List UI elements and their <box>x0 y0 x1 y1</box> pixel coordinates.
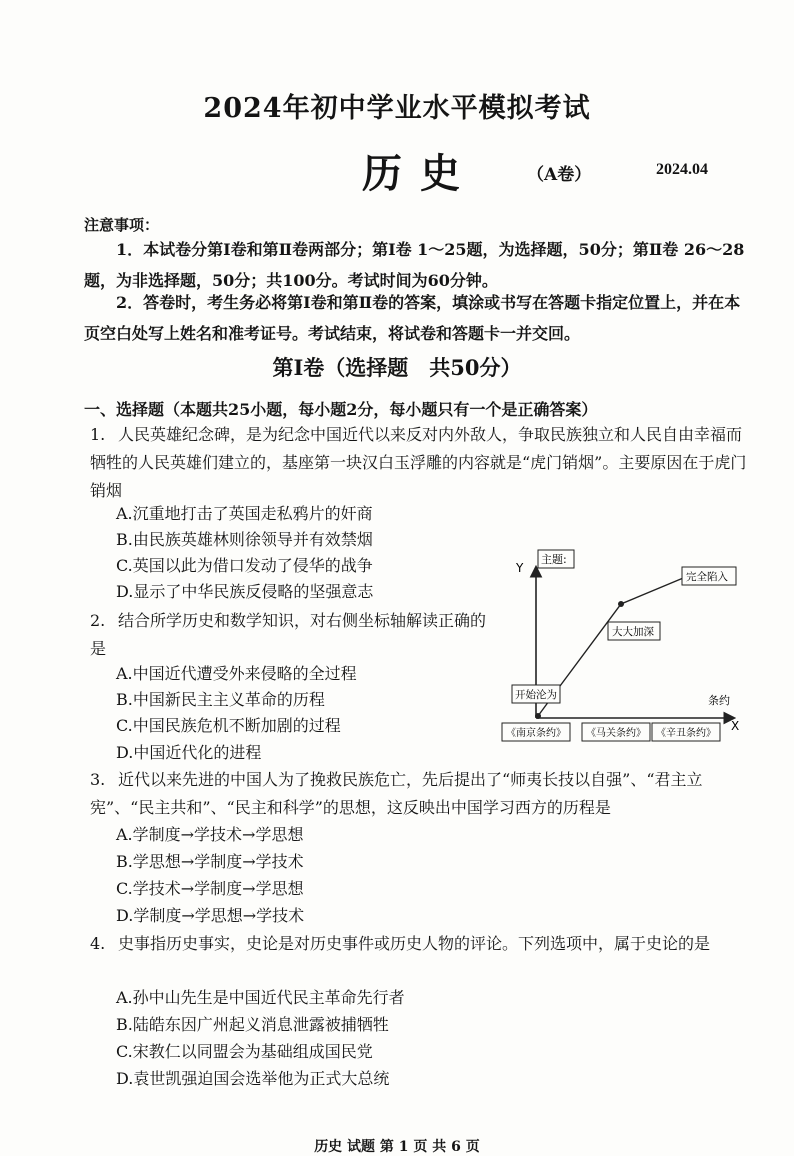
question-stem: 结合所学历史和数学知识，对右侧坐标轴解读正确的是 <box>90 611 487 658</box>
q3-option-a: A.学制度→学技术→学思想 <box>116 825 304 844</box>
q3-option-b: B.学思想→学制度→学技术 <box>116 852 304 871</box>
treaty-label-2: 《马关条约》 <box>586 728 646 739</box>
stage-label-2: 大大加深 <box>612 626 654 638</box>
q4-option-b: B.陆皓东因广州起义消息泄露被捕牺牲 <box>116 1015 389 1034</box>
question-number: 1. <box>90 425 106 444</box>
question-3 <box>90 766 750 822</box>
q1-option-c: C.英国以此为借口发动了侵华的战争 <box>116 556 373 575</box>
stage-label-1: 开始沦为 <box>515 689 557 701</box>
notice-item-1: 1．本试卷分第Ⅰ卷和第Ⅱ卷两部分；第Ⅰ卷 1～25题，为选择题，50分；第Ⅱ卷 26～28题，为非选择题，50分；共100分。考试时间为60分钟。 <box>84 240 745 290</box>
x-axis-label: X <box>731 719 740 733</box>
question-stem: 人民英雄纪念碑，是为纪念中国近代以来反对内外敌人，争取民族独立和人民自由幸福而牺牲的人民英雄们建立的，基座第一块汉白玉浮雕的内容就是“虎门销烟”。主要原因在于虎门销烟 <box>90 425 747 500</box>
exam-date: 2024.04 <box>656 161 708 178</box>
timeline-chart <box>498 538 748 748</box>
question-4 <box>90 930 750 958</box>
page-footer: 历史 试题 第 1 页 共 6 页 <box>314 1139 480 1155</box>
notice-item-2: 2．答卷时，考生务必将第Ⅰ卷和第Ⅱ卷的答案，填涂或书写在答题卡指定位置上，并在本页空白处写上姓名和准考证号。考试结束，将试卷和答题卡一并交回。 <box>84 293 741 343</box>
exam-title: 2024年初中学业水平模拟考试 <box>203 93 591 124</box>
point-deepen <box>618 601 624 607</box>
question-number: 2. <box>90 611 106 630</box>
q2-option-d: D.中国近代化的进程 <box>116 743 262 762</box>
part-title: 一、选择题（本题共25小题，每小题2分，每小题只有一个是正确答案） <box>84 400 598 419</box>
edition-label: （A卷） <box>527 165 592 185</box>
question-stem: 近代以来先进的中国人为了挽救民族危亡，先后提出了“师夷长技以自强”、“君主立宪”、“民主共和”、“民主和科学”的思想，这反映出中国学习西方的历程是 <box>90 770 703 817</box>
y-axis-label: Y <box>516 561 524 575</box>
question-stem: 史事指历史事实，史论是对历史事件或历史人物的评论。下列选项中，属于史论的是 <box>118 934 711 953</box>
q3-option-d: D.学制度→学思想→学技术 <box>116 906 305 925</box>
point-start <box>535 713 541 719</box>
section-title: 第Ⅰ卷（选择题 共50分） <box>272 355 522 380</box>
stage-label-3: 完全陷入 <box>686 571 728 583</box>
q4-option-d: D.袁世凯强迫国会选举他为正式大总统 <box>116 1069 390 1088</box>
theme-label: 主题: <box>541 553 567 566</box>
question-1 <box>90 421 750 505</box>
q3-option-c: C.学技术→学制度→学思想 <box>116 879 304 898</box>
q1-option-b: B.由民族英雄林则徐领导并有效禁烟 <box>116 530 373 549</box>
treaty-label-3: 《辛丑条约》 <box>656 728 716 739</box>
treaty-label-1: 《南京条约》 <box>506 728 566 739</box>
question-2 <box>90 607 490 663</box>
q4-option-a: A.孙中山先生是中国近代民主革命先行者 <box>116 988 405 1007</box>
q2-option-c: C.中国民族危机不断加剧的过程 <box>116 716 341 735</box>
q2-option-b: B.中国新民主主义革命的历程 <box>116 690 325 709</box>
notice-title: 注意事项： <box>84 216 160 234</box>
question-number: 3. <box>90 770 106 789</box>
question-number: 4. <box>90 934 106 953</box>
subject-title: 历史 <box>362 150 478 197</box>
q1-option-d: D.显示了中华民族反侵略的坚强意志 <box>116 582 374 601</box>
q4-option-c: C.宋教仁以同盟会为基础组成国民党 <box>116 1042 373 1061</box>
q1-option-a: A.沉重地打击了英国走私鸦片的奸商 <box>116 504 373 523</box>
x-axis-title: 条约 <box>708 694 730 707</box>
q2-option-a: A.中国近代遭受外来侵略的全过程 <box>116 664 357 683</box>
